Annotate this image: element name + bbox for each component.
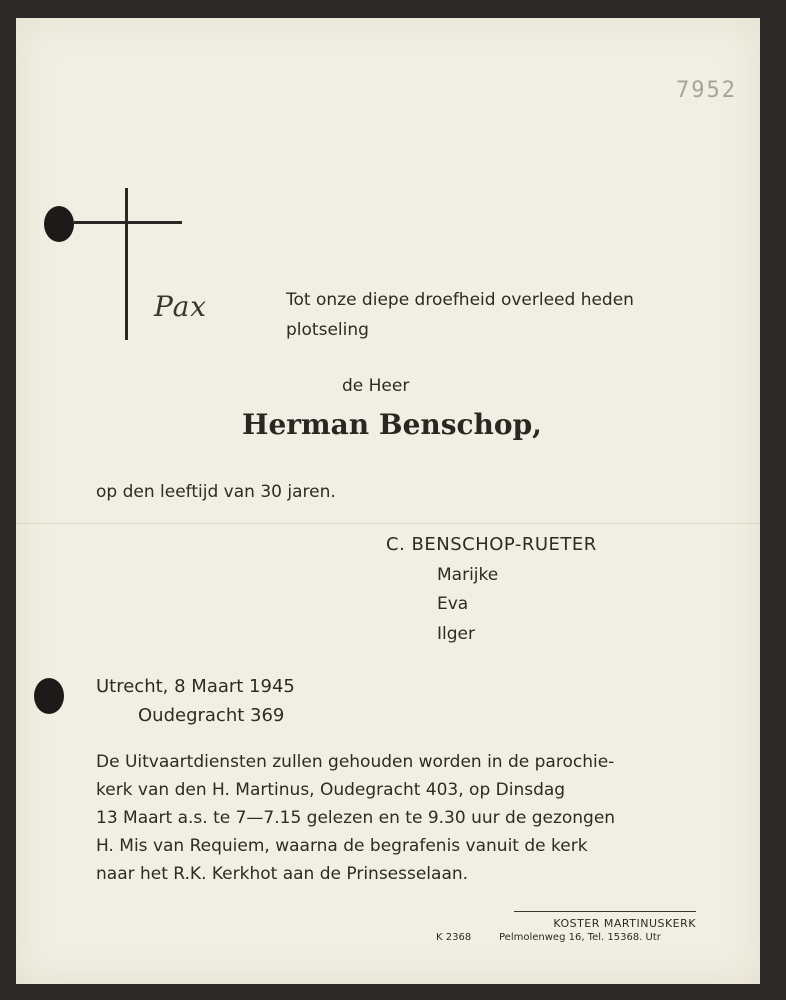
- family-member: Ilger: [437, 624, 475, 644]
- printer-address: Pelmolenweg 16, Tel. 15368. Utr: [499, 932, 661, 943]
- honorific: de Heer: [342, 376, 410, 396]
- home-address: Oudegracht 369: [138, 705, 285, 726]
- punch-hole-top: [44, 206, 74, 242]
- intro-line-1: Tot onze diepe droefheid overleed heden: [286, 290, 634, 310]
- family-member: Marijke: [437, 565, 499, 585]
- printer-rule: [514, 911, 696, 912]
- funeral-line: De Uitvaartdiensten zullen gehouden worden in de parochie-: [96, 752, 615, 772]
- archive-number: 7952: [676, 78, 737, 103]
- cross-horizontal-bar: [74, 221, 182, 224]
- cross-vertical-bar: [125, 188, 128, 340]
- printer-code: K 2368: [436, 932, 472, 943]
- pax-script: Pax: [154, 290, 208, 323]
- mourning-card: [16, 18, 760, 984]
- funeral-line: H. Mis van Requiem, waarna de begrafenis vanuit de kerk: [96, 836, 588, 856]
- place-date: Utrecht, 8 Maart 1945: [96, 676, 295, 697]
- funeral-line: naar het R.K. Kerkhot aan de Prinsesselaan.: [96, 864, 469, 884]
- deceased-name: Herman Benschop,: [242, 408, 542, 441]
- funeral-line: kerk van den H. Martinus, Oudegracht 403, op Dinsdag: [96, 780, 566, 800]
- family-head: C. BENSCHOP-RUETER: [386, 534, 597, 555]
- funeral-details: [96, 748, 716, 888]
- fold-line: [16, 523, 760, 524]
- punch-hole-bottom: [34, 678, 64, 714]
- printer-name: KOSTER MARTINUSKERK: [553, 917, 696, 930]
- funeral-line: 13 Maart a.s. te 7—7.15 gelezen en te 9.30 uur de gezongen: [96, 808, 616, 828]
- family-member: Eva: [437, 594, 469, 614]
- age-line: op den leeftijd van 30 jaren.: [96, 482, 336, 502]
- intro-line-2: plotseling: [286, 320, 369, 340]
